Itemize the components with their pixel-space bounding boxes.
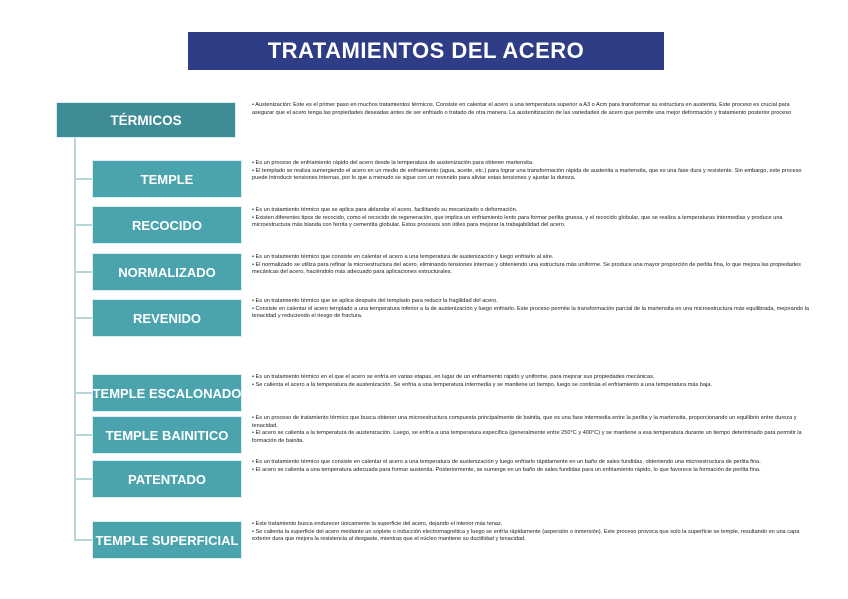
desc-temple — [252, 160, 812, 183]
page-title: TRATAMIENTOS DEL ACERO — [188, 32, 664, 70]
box-recocido: RECOCIDO — [92, 206, 242, 244]
connector-branch — [74, 434, 92, 436]
box-revenido: REVENIDO — [92, 299, 242, 337]
desc-line: • Este tratamiento busca endurecer únicamente la superficie del acero, dejando el interior más tenaz. — [252, 521, 503, 527]
desc-patentado — [252, 459, 812, 474]
desc-line: • Es un tratamiento térmico que consiste en calentar el acero a una temperatura de austenización y luego enfriarlo rápidamente en un baño de sales fundidas, obteniendo una microestructura de perlita fina. — [252, 459, 761, 465]
connector-branch — [74, 539, 92, 541]
connector-branch — [74, 317, 92, 319]
connector-branch — [74, 478, 92, 480]
desc-line: • Es un proceso de tratamiento térmico que busca obtener una microestructura compuesta principalmente de bainita, que es una fase intermedia entre la perlita y la martensita, proporcionando un equilibrio entre dureza y tenacidad. — [252, 415, 797, 429]
desc-line: • Es un proceso de enfriamiento rápido del acero desde la temperatura de austenización para obtener martensita. — [252, 160, 534, 166]
desc-line: • Es un tratamiento térmico que consiste en calentar el acero a una temperatura de austenización y luego enfriarlo al aire. — [252, 254, 554, 260]
desc-revenido — [252, 298, 812, 321]
desc-line: • Es un tratamiento térmico que se aplica para ablandar el acero, facilitando su mecanizado o deformación. — [252, 207, 518, 213]
main-description — [252, 102, 812, 117]
main-desc-line: • Austenización: Este es el primer paso en muchos tratamientos térmicos. Consiste en calentar el acero a una temperatura superior a A3 o Acm para transformar su estructura en austenita. Este proceso es crucial para asegurar que el acero tenga las propiedades deseadas antes de ser enfriado o tratado de otra manera. La austenitización de las variedades de acero que permite una mejor deformación y tratamiento posterior proceso — [252, 102, 792, 116]
desc-line: • Existen diferentes tipos de recocido, como el recocido de regeneración, que implica un enfriamiento lento para formar perlita gruesa, y el recocido globular, que se realiza a temperaturas intermedias y produce una microestructura más blanda con ferrita y cementita globular. Estos procesos son útiles para mejorar la trabajabilidad del acero. — [252, 214, 783, 229]
main-box-termicos: TÉRMICOS — [56, 102, 236, 138]
desc-temple-superficial — [252, 521, 812, 544]
connector-branch — [74, 392, 92, 394]
desc-line: • Se calienta la superficie del acero mediante un soplete o inducción electromagnética y luego se enfría rápidamente (aspersión o inmersión). Este proceso provoca que solo la superficie se temple, resultando en una capa exterior dura que mejora la resistencia al desgaste, mientras que el núcleo mantiene su ductilidad y tenacidad. — [252, 528, 800, 543]
box-temple-escalonado: TEMPLE ESCALONADO — [92, 374, 242, 412]
desc-line: • El templado se realiza sumergiendo el acero en un medio de enfriamiento (agua, aceite, etc.) para lograr una transformación rápida de austenita a martensita, que es una fase dura y resistente. Sin embargo, este proceso puede introducir tensiones internas, por lo que a menudo se sigue con un revenido para aliviar estas tensiones y ajustar la dureza. — [252, 167, 802, 182]
desc-recocido — [252, 207, 812, 230]
box-temple-superficial: TEMPLE SUPERFICIAL — [92, 521, 242, 559]
box-temple: TEMPLE — [92, 160, 242, 198]
desc-temple-bainitico — [252, 415, 812, 445]
connector-branch — [74, 271, 92, 273]
desc-line: • Es un tratamiento térmico en el que el acero se enfría en varias etapas, en lugar de un enfriamiento rápido y uniforme, para mejorar sus propiedades mecánicas. — [252, 374, 655, 380]
desc-line: • Se calienta el acero a la temperatura de austenización. Se enfría a una temperatura intermedia y se mantiene un tiempo, luego se continúa el enfriamiento a una temperatura más baja. — [252, 381, 712, 388]
desc-line: • Consiste en calentar el acero templado a una temperatura inferior a la de austenización y luego enfriarlo. Este proceso permite la transformación parcial de la martensita en una microestructura más equilibrada, mejorando la tenacidad y reduciendo el riesgo de fractura. — [252, 305, 809, 320]
desc-line: • Es un tratamiento térmico que se aplica después del templado para reducir la fragilidad del acero. — [252, 298, 498, 304]
desc-temple-escalonado — [252, 374, 812, 389]
desc-line: • El normalizado se utiliza para refinar la microestructura del acero, eliminando tensiones internas y obteniendo una estructura más uniforme. Se produce una mayor proporción de perlita fina, lo que mejora las propiedades mecánicas del acero, haciéndolo más adecuado para aplicaciones estructurales. — [252, 261, 801, 276]
desc-line: • El acero se calienta a una temperatura adecuada para formar austenita. Posteriormente, se sumerge en un baño de sales fundidas para un enfriamiento rápido, lo que favorece la formación de perlita fina. — [252, 466, 761, 473]
box-normalizado: NORMALIZADO — [92, 253, 242, 291]
box-temple-bainitico: TEMPLE BAINITICO — [92, 416, 242, 454]
connector-branch — [74, 224, 92, 226]
connector-branch — [74, 178, 92, 180]
box-patentado: PATENTADO — [92, 460, 242, 498]
desc-line: • El acero se calienta a la temperatura de austenización. Luego, se enfría a una temperatura específica (generalmente entre 250°C y 400°C) y se mantiene a esa temperatura durante un tiempo determinado para permitir la formación de bainita. — [252, 430, 802, 444]
desc-normalizado — [252, 254, 812, 277]
